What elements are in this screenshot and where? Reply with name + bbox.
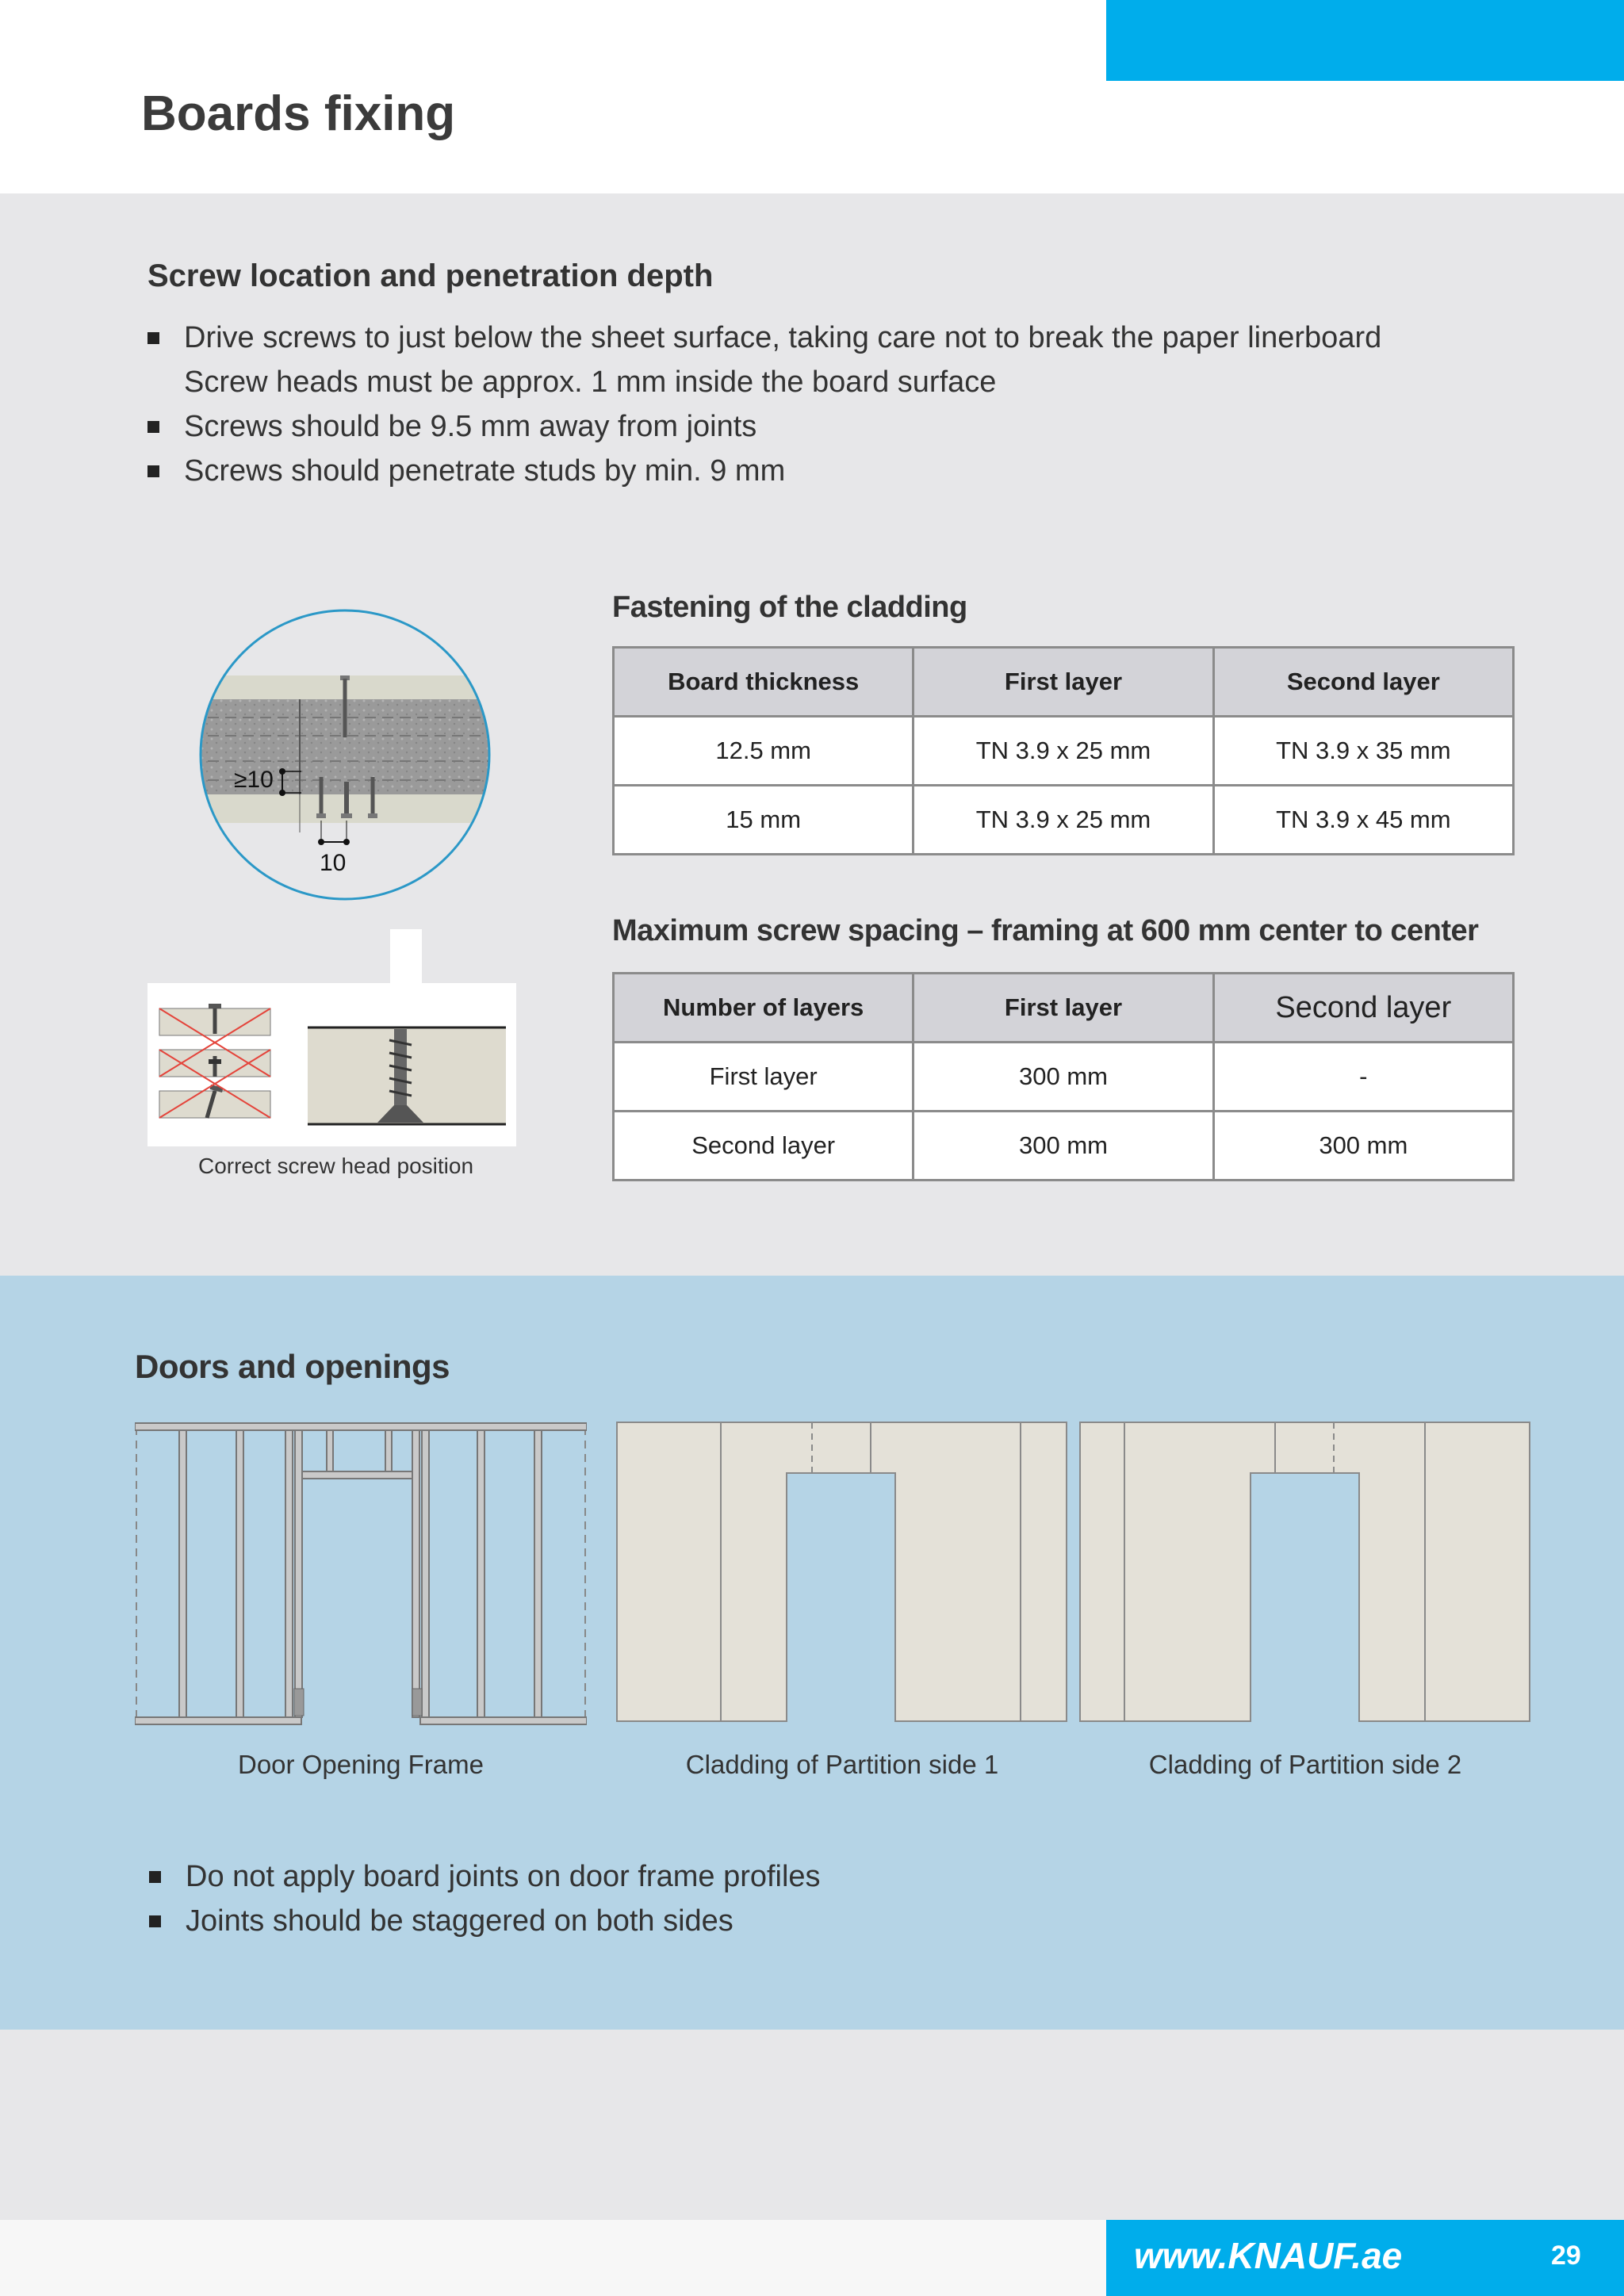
table-cell: TN 3.9 x 45 mm [1213, 786, 1513, 855]
doors-section-heading: Doors and openings [135, 1348, 450, 1385]
footer-website-link[interactable]: www.KNAUF.ae [1134, 2235, 1403, 2276]
table-cell: 300 mm [1213, 1112, 1513, 1181]
bottom-band [0, 2030, 1624, 2220]
table-row [614, 786, 1514, 855]
table-cell: 12.5 mm [614, 717, 914, 786]
table-cell: TN 3.9 x 25 mm [914, 717, 1213, 786]
correct-screw-sample [308, 1027, 506, 1124]
bullet-continuation: Screw heads must be approx. 1 mm inside the board surface [184, 365, 997, 399]
screw-section-heading: Screw location and penetration depth [147, 258, 714, 293]
cladding-side-2-caption: Cladding of Partition side 2 [1148, 1750, 1462, 1779]
table-header-cell: Number of layers [614, 974, 914, 1043]
table-cell: 300 mm [914, 1112, 1213, 1181]
table-row [614, 717, 1514, 786]
table-header-cell: Board thickness [614, 648, 914, 717]
bullet-square-icon [149, 1915, 161, 1927]
door-opening-frame-diagram [135, 1421, 587, 1727]
page-number: 29 [1551, 2241, 1581, 2271]
bullet-square-icon [147, 332, 159, 344]
table-header-cell: First layer [914, 648, 1213, 717]
bullet-square-icon [147, 421, 159, 433]
table-row [614, 1043, 1514, 1112]
door-frame-caption: Door Opening Frame [238, 1750, 484, 1779]
table-header-row [614, 974, 1514, 1043]
bullet-item: Screws should penetrate studs by min. 9 mm [147, 449, 1496, 493]
incorrect-screw-samples [159, 1004, 270, 1118]
bullet-item: Screws should be 9.5 mm away from joints [147, 404, 1496, 449]
table-header-cell: First layer [914, 974, 1213, 1043]
bullet-item: Joints should be staggered on both sides [149, 1899, 1339, 1943]
screw-bullet-list [147, 316, 1496, 493]
doors-bullet-list [149, 1854, 1339, 1943]
bullet-item: Drive screws to just below the sheet surface, taking care not to break the paper linerboard [147, 316, 1496, 360]
fastening-table-title: Fastening of the cladding [612, 591, 967, 624]
edge-distance-label: ≥10 [234, 767, 274, 793]
bullet-square-icon [147, 465, 159, 477]
table-header-row [614, 648, 1514, 717]
cladding-side-2-diagram [1079, 1422, 1531, 1723]
fastening-table [612, 646, 1515, 855]
cladding-side-1-caption: Cladding of Partition side 1 [685, 1750, 999, 1779]
bullet-square-icon [149, 1871, 161, 1883]
table-cell: 300 mm [914, 1043, 1213, 1112]
spacing-label: 10 [320, 850, 347, 876]
header-accent-tab [1106, 0, 1624, 81]
table-cell: TN 3.9 x 35 mm [1213, 717, 1513, 786]
cladding-side-1-diagram [616, 1422, 1068, 1723]
table-cell: TN 3.9 x 25 mm [914, 786, 1213, 855]
screw-head-position-illustration [147, 929, 516, 1146]
bullet-item: Do not apply board joints on door frame profiles [149, 1854, 1339, 1899]
table-row [614, 1112, 1514, 1181]
page-title: Boards fixing [141, 86, 456, 141]
table-header-cell: Second layer [1213, 648, 1513, 717]
table-cell: First layer [614, 1043, 914, 1112]
spacing-table-title: Maximum screw spacing – framing at 600 mm center to center [612, 914, 1479, 947]
spacing-table [612, 972, 1515, 1181]
screw-head-caption: Correct screw head position [197, 1154, 474, 1178]
table-cell: - [1213, 1043, 1513, 1112]
screw-depth-diagram [190, 603, 500, 904]
table-header-cell: Second layer [1213, 974, 1513, 1043]
table-cell: Second layer [614, 1112, 914, 1181]
table-cell: 15 mm [614, 786, 914, 855]
